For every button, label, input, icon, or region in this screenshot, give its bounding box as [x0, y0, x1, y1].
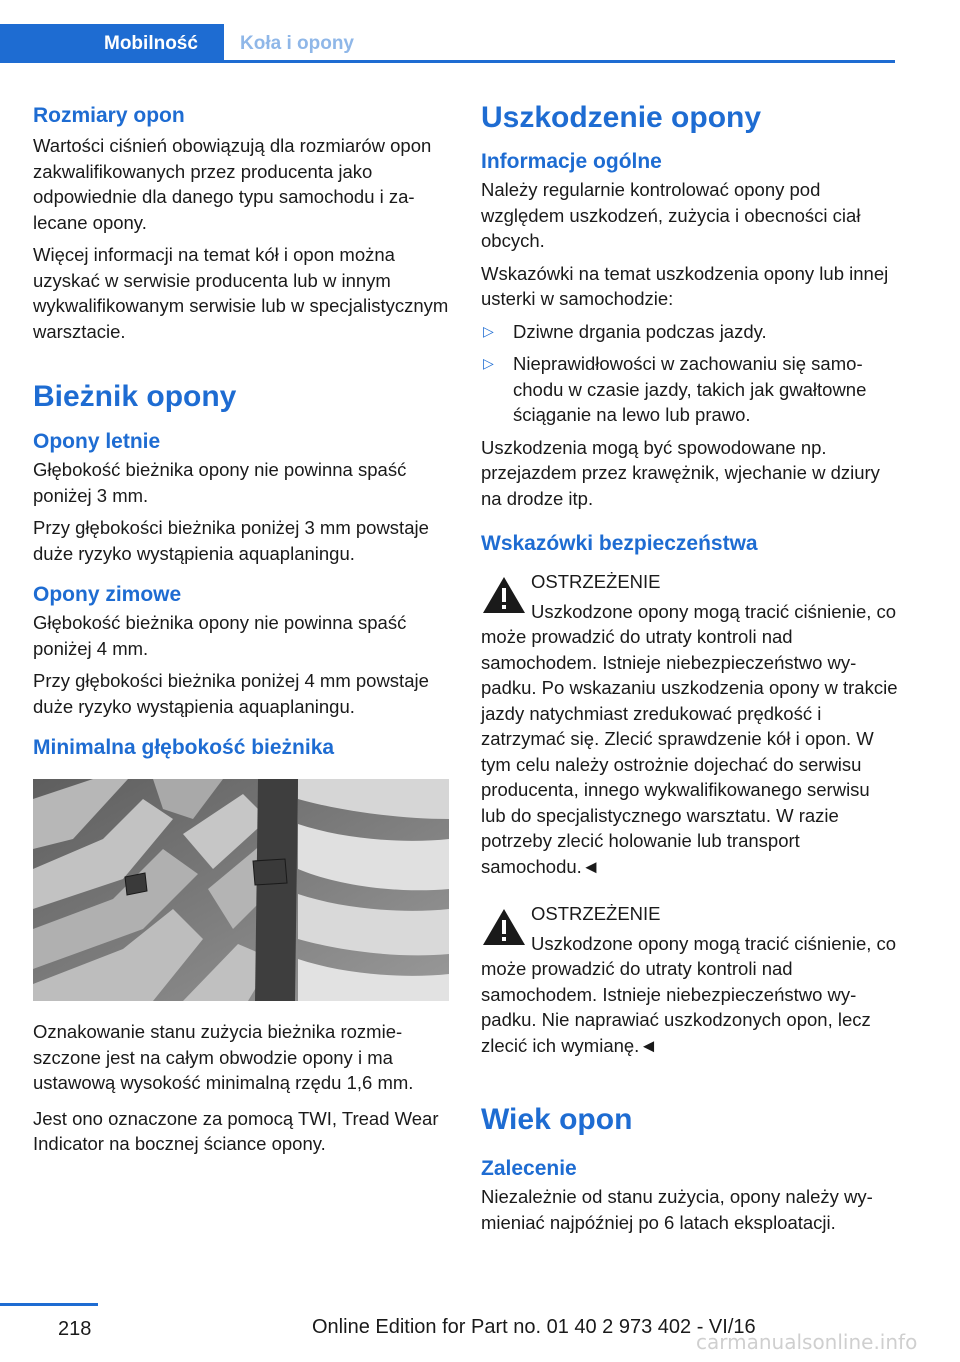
triangle-bullet-icon: ▷: [483, 322, 494, 339]
page-header: [0, 0, 895, 64]
tire-damage-title: Uszkodzenie opony: [481, 101, 762, 134]
bullet-text: Nieprawidłowości w zachowaniu się samochodu w czasie jazdy, takich jak gwałtowne ściąganie na lewo lub prawo.: [513, 353, 867, 425]
bullet-item: [481, 319, 899, 345]
footer-divider: [0, 1303, 98, 1306]
min-tread-heading: Minimalna głębokość bieżnika: [33, 736, 335, 759]
section-tab: Mobilność: [0, 24, 224, 63]
left-column: [33, 100, 451, 1164]
summer-paragraph-2: Przy głębokości bieżnika poniżej 3 mm powstaje duże ryzyko wystąpienia aquaplaningu.: [33, 517, 429, 564]
subsection-tab: Koła i opony: [240, 33, 354, 54]
warning-block-2: [481, 901, 899, 1058]
safety-heading: Wskazówki bezpieczeństwa: [481, 532, 758, 555]
winter-tires-heading: Opony zimowe: [33, 583, 182, 606]
recommendation-heading: Zalecenie: [481, 1157, 577, 1180]
bullet-item: [481, 351, 899, 428]
summer-tires-heading: Opony letnie: [33, 430, 161, 453]
tire-sizes-paragraph-2: Więcej informacji na temat kół i opon można uzyskać w serwisie producenta lub w innym wykwalifikowanym serwisie lub w specjalistycznym warsztacie.: [33, 244, 449, 342]
warning-text: Uszkodzone opony mogą tracić ciśnienie, co może prowadzić do utraty kontroli nad samochodem. Istnieje niebezpieczeństwo wypadku. Nie naprawiać uszkodzonych opon, lecz zlecić ich wymianę.◄: [481, 932, 897, 1056]
general-paragraph-1: Należy regularnie kontrolować opony pod względem uszkodzeń, zużycia i obecności ciał obcych.: [481, 179, 861, 251]
tread-wear-indicator-image: [33, 779, 449, 1001]
right-column: [481, 100, 899, 1242]
winter-paragraph-2: Przy głębokości bieżnika poniżej 4 mm powstaje duże ryzyko wystąpienia aquaplaningu.: [33, 670, 429, 717]
page-number: 218: [58, 1318, 92, 1340]
tire-tread-illustration: [33, 779, 449, 1001]
tread-title: Bieżnik opony: [33, 380, 237, 413]
triangle-bullet-icon: ▷: [483, 355, 494, 371]
header-divider: [0, 60, 895, 63]
general-info-heading: Informacje ogólne: [481, 150, 662, 173]
min-tread-paragraph-1: Oznakowanie stanu zużycia bieżnika rozmieszczone jest na całym obwodzie opony i ma ustawową wysokość minimalną rzędu 1,6 mm.: [33, 1021, 414, 1093]
warning-label: OSTRZEŻENIE: [531, 571, 661, 592]
watermark: carmanualsonline.info: [696, 1330, 918, 1354]
warning-text: Uszkodzone opony mogą tracić ciśnienie, co może prowadzić do utraty kontroli nad samochodem. Istnieje niebezpieczeństwo wypadku. Po wskazaniu uszkodzenia opony w trakcie jazdy natychmiast zredukować prędkość i zatrzymać się. Zlecić sprawdzenie kół i opon. W tym celu należy ostrożnie dojechać do serwisu producenta, innego wykwalifikowanego serwisu lub do specjalistycznego warsztatu. W razie potrzeby zlecić holowanie lub transport samochodu.◄: [481, 600, 898, 877]
general-paragraph-3: Uszkodzenia mogą być spowodowane np. przejazdem przez krawężnik, wjechanie w dziury na drodze itp.: [481, 436, 880, 509]
general-paragraph-2: Wskazówki na temat uszkodzenia opony lub innej usterki w samochodzie:: [481, 262, 889, 309]
tire-sizes-paragraph-1: Wartości ciśnień obowiązują dla rozmiarów opon zakwalifikowanych przez producenta jako odpowiednie dla danego typu samochodu i zalecane opony.: [33, 135, 432, 233]
tire-sizes-heading: Rozmiary opon: [33, 104, 185, 127]
winter-paragraph-1: Głębokość bieżnika opony nie powinna spaść poniżej 4 mm.: [33, 612, 407, 659]
summer-paragraph-1: Głębokość bieżnika opony nie powinna spaść poniżej 3 mm.: [33, 459, 407, 506]
warning-label: OSTRZEŻENIE: [531, 903, 661, 924]
tire-age-title: Wiek opon: [481, 1103, 633, 1136]
warning-block-1: [481, 569, 899, 879]
edition-info: Online Edition for Part no. 01 40 2 973 402 - VI/16: [312, 1316, 756, 1338]
recommendation-paragraph: Niezależnie od stanu zużycia, opony należy wymieniać najpóźniej po 6 latach eksploatacji.: [481, 1186, 873, 1233]
bullet-text: Dziwne drgania podczas jazdy.: [513, 320, 767, 342]
min-tread-paragraph-2: Jest ono oznaczone za pomocą TWI, Tread Wear Indicator na bocznej ściance opony.: [33, 1107, 439, 1154]
